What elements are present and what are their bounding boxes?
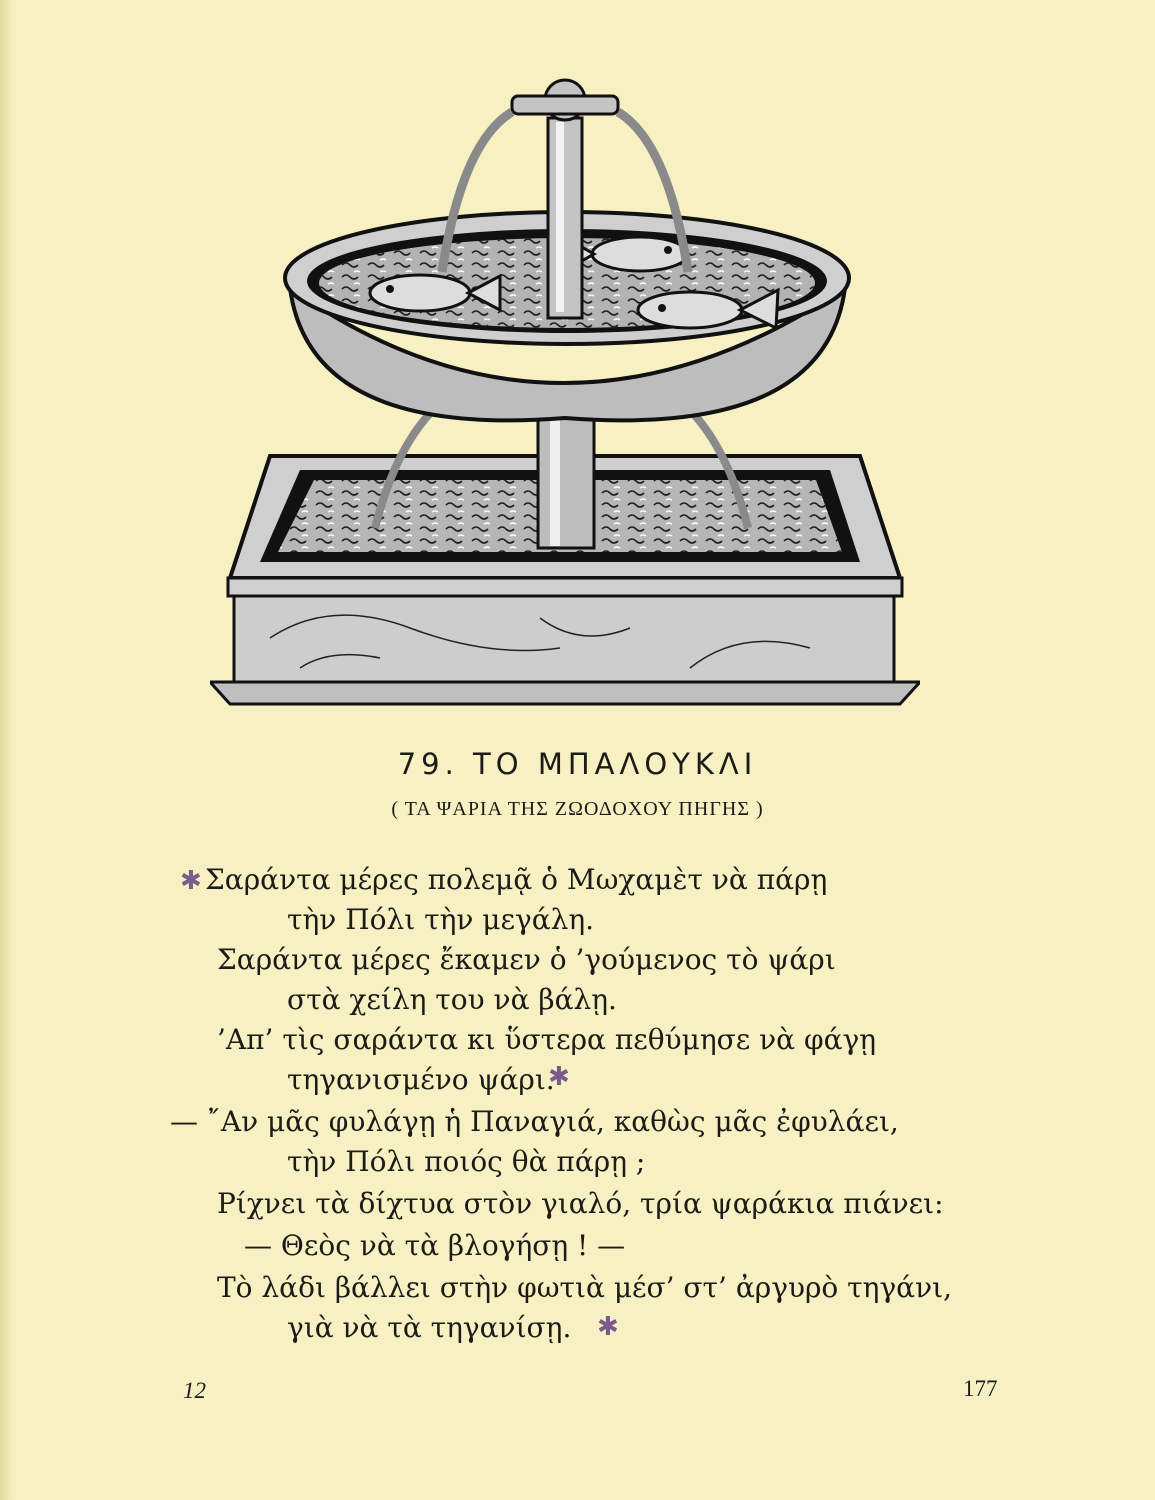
poem-line: Τὸ λάδι βάλλει στὴν φωτιὰ μέσ’ στ’ ἀργυρὸ τηγάνι, — [217, 1271, 952, 1304]
poem-line: τηγανισμένο ψάρι. — [287, 1063, 555, 1096]
page-number: 177 — [963, 1376, 998, 1401]
poem-subtitle: ( ΤΑ ΨΑΡΙΑ ΤΗΣ ΖΩΟΔΟΧΟΥ ΠΗΓΗΣ ) — [391, 798, 764, 820]
poem-line: — ῎Αν μᾶς φυλάγῃ ἡ Παναγιά, καθὼς μᾶς ἐφυλάει, — [170, 1105, 899, 1138]
poem-line: στὰ χείλη του νὰ βάλῃ. — [287, 983, 617, 1016]
poem-line: γιὰ νὰ τὰ τηγανίσῃ. — [287, 1311, 572, 1344]
signature-number: 12 — [183, 1378, 206, 1403]
poem-line: — Θεὸς νὰ τὰ βλογήσῃ ! — — [244, 1229, 626, 1262]
poem-line: Ρίχνει τὰ δίχτυα στὸν γιαλό, τρία ψαράκια πιάνει: — [217, 1187, 944, 1220]
poem-line: τὴν Πόλι ποιός θὰ πάρῃ ; — [287, 1145, 646, 1178]
poem-line: Σαράντα μέρες ἔκαμεν ὁ ’γούμενος τὸ ψάρι — [217, 943, 836, 976]
poem-title: 79. ΤΟ ΜΠΑΛΟΥΚΛΙ — [397, 747, 758, 781]
poem-line: ’Απ’ τὶς σαράντα κι ὕστερα πεθύμησε νὰ φάγῃ — [217, 1023, 876, 1056]
poem-line: τὴν Πόλι τὴν μεγάλη. — [287, 903, 595, 936]
annotation-mark-icon: ✱ — [597, 1312, 619, 1342]
annotation-mark-icon: ✱ — [180, 866, 202, 896]
annotation-mark-icon: ✱ — [548, 1062, 570, 1092]
poem-line: Σαράντα μέρες πολεμᾷ ὁ Μωχαμὲτ νὰ πάρῃ — [205, 863, 828, 896]
